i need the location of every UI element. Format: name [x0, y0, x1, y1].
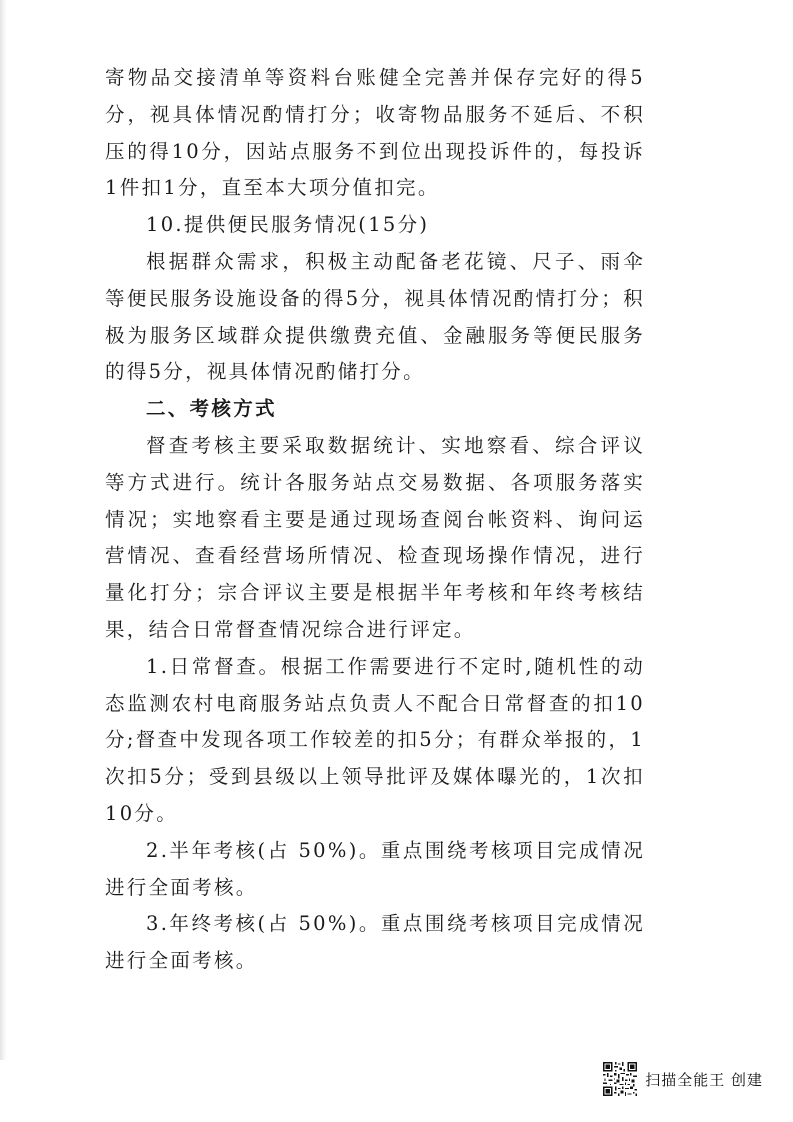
item-10-title: 10.提供便民服务情况(15分): [146, 213, 430, 237]
scanner-watermark: [603, 1062, 763, 1096]
scan-edge-shadow: [0, 0, 7, 1060]
paragraph-convenience-services: 根据群众需求，积极主动配备老花镜、尺子、雨伞等便民服务设施设备的得5分，视具体情况酌情打分；积极为服务区域群众提供缴费充值、金融服务等便民服务的得5分，视具体情况酌储打分。: [105, 249, 645, 384]
paragraph-parcel-records: 寄物品交接清单等资料台账健全完善并保存完好的得5分，视具体情况酌情打分；收寄物品服务不延后、不积压的得10分，因站点服务不到位出现投诉件的，每投诉1件扣1分，直至本大项分值扣完。: [105, 66, 645, 200]
paragraph-annual-assessment: 3.年终考核(占 50%)。重点围绕考核项目完成情况进行全面考核。: [105, 912, 645, 973]
section-heading-assessment-method: 二、考核方式: [146, 397, 277, 421]
qr-code-icon: [603, 1062, 637, 1096]
paragraph-daily-inspection: 1.日常督查。根据工作需要进行不定时,随机性的动态监测农村电商服务站点负责人不配合日常督查的扣10分;督查中发现各项工作较差的扣5分；有群众举报的，1次扣5分；受到县级以上领导批评及媒体曝光的，1次扣 10分。: [105, 654, 645, 825]
watermark-label: 扫描全能王 创建: [645, 1070, 763, 1089]
document-body: [105, 60, 645, 980]
paragraph-assessment-overview: 督查考核主要采取数据统计、实地察看、综合评议等方式进行。统计各服务站点交易数据、各项服务落实情况；实地察看主要是通过现场查阅台帐资料、询问运营情况、查看经营场所情况、检查现场操作情况，进行量化打分；宗合评议主要是根据半年考核和年终考核结果，结合日常督查情况综合进行评定。: [105, 433, 645, 641]
paragraph-half-year-assessment: 2.半年考核(占 50%)。重点围绕考核项目完成情况进行全面考核。: [105, 838, 645, 899]
